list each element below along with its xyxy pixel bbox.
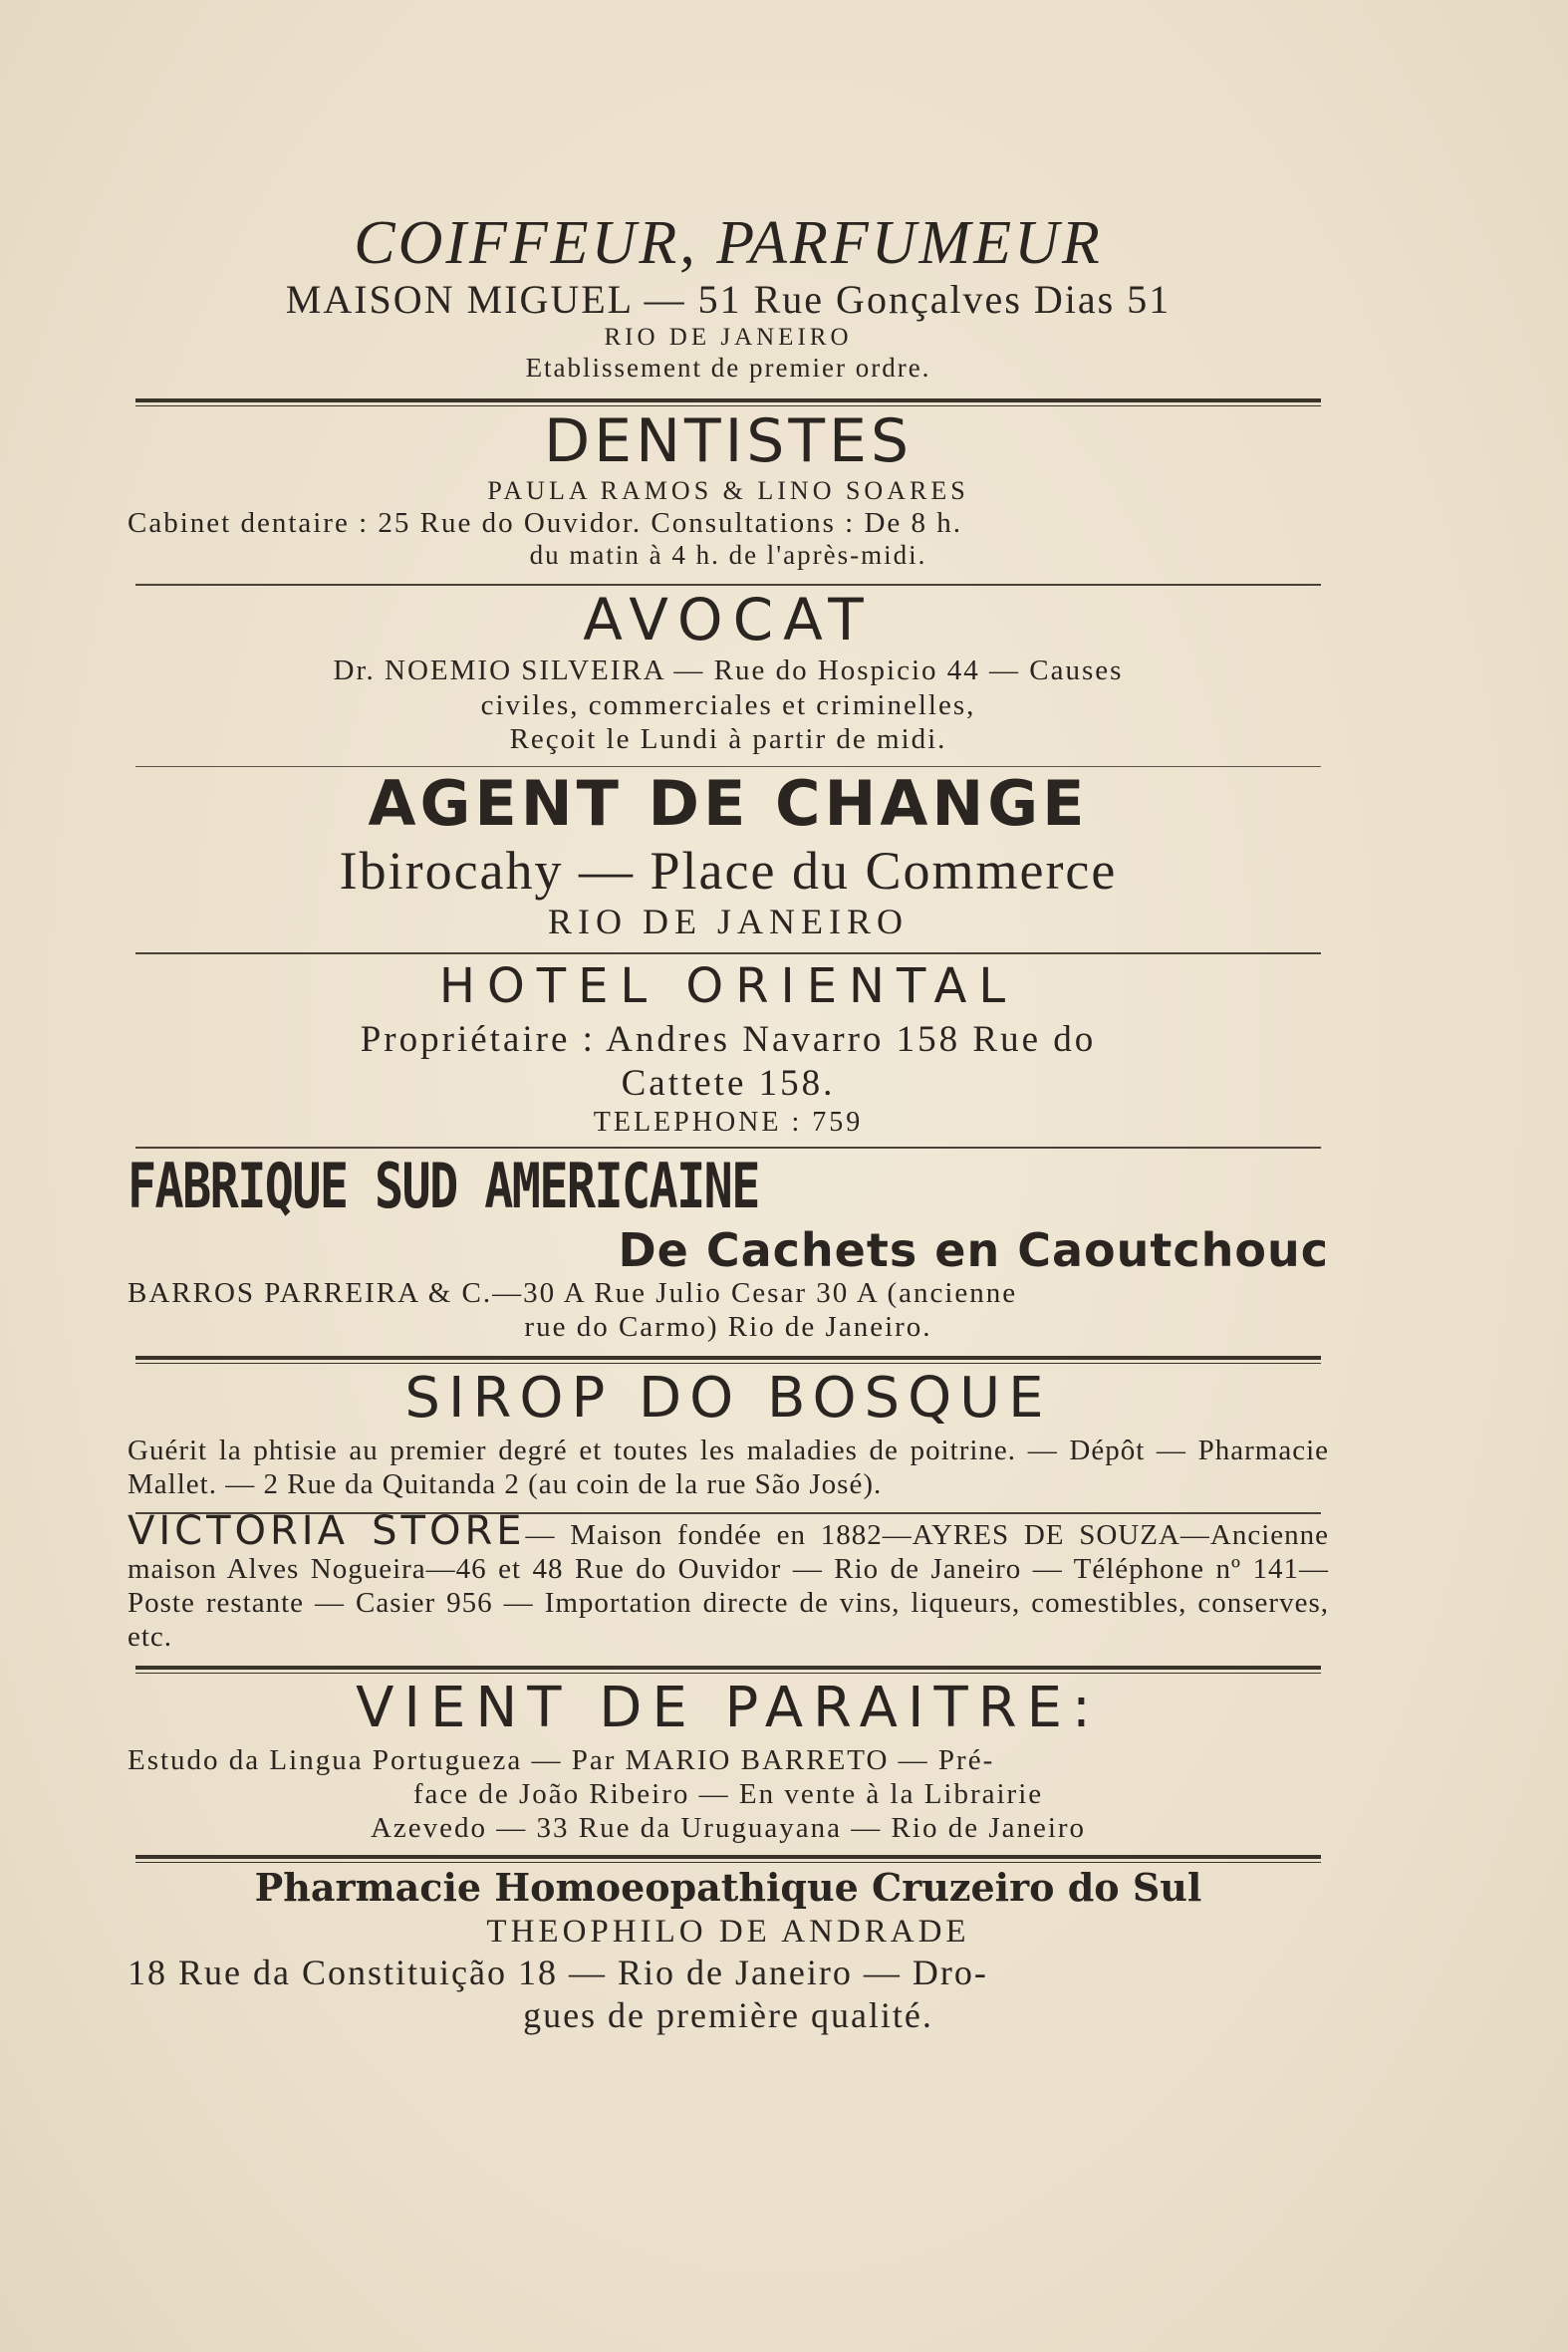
ad-avocat [128, 586, 1329, 756]
ad-coiffeur-city: RIO DE JANEIRO [604, 324, 853, 352]
ad-sirop [128, 1364, 1329, 1501]
ad-avocat-specialty: civiles, commerciales et criminelles, [480, 688, 976, 721]
ad-avocat-address: Dr. NOEMIO SILVEIRA — Rue do Hospicio 44 — Causes [333, 654, 1124, 687]
ad-coiffeur-address: MAISON MIGUEL — 51 Rue Gonçalves Dias 51 [285, 277, 1172, 322]
ad-victoria-title: VICTORIA STORE [128, 1507, 526, 1554]
ad-dentistes [128, 406, 1329, 573]
ad-dentistes-cabinet: Cabinet dentaire : 25 Rue do Ouvidor. Consultations : De 8 h. [128, 507, 963, 540]
ad-sirop-title: SIROP DO BOSQUE [404, 1366, 1052, 1432]
divider [135, 1855, 1321, 1863]
ad-dentistes-hours: du matin à 4 h. de l'après-midi. [529, 540, 927, 571]
ad-fabrique-city: rue do Carmo) Rio de Janeiro. [524, 1310, 932, 1343]
ad-vient-de-paraitre [128, 1674, 1329, 1846]
ad-pharmacie-quality: gues de première qualité. [523, 1994, 933, 2035]
ad-fabrique-title: FABRIQUE SUD AMERICAINE [128, 1149, 759, 1222]
ad-agent-city: RIO DE JANEIRO [548, 901, 909, 941]
divider [135, 1356, 1321, 1364]
ad-hotel-telephone: TELEPHONE : 759 [593, 1106, 864, 1138]
ad-avocat-hours: Reçoit le Lundi à partir de midi. [509, 722, 947, 755]
ad-dentistes-title: DENTISTES [543, 405, 914, 476]
ad-hotel-address: Cattete 158. [621, 1063, 836, 1105]
ad-vient-line3: Azevedo — 33 Rue da Uruguayana — Rio de Janeiro [370, 1812, 1087, 1845]
ad-hotel-oriental [128, 954, 1329, 1138]
ad-victoria-store [128, 1507, 1329, 1654]
ad-fabrique-subtitle: De Cachets en Caoutchouc [618, 1222, 1329, 1277]
ad-agent-title: AGENT DE CHANGE [368, 766, 1089, 840]
ad-dentistes-names: PAULA RAMOS & LINO SOARES [487, 475, 969, 505]
ad-pharmacie-owner: THEOPHILO DE ANDRADE [486, 1914, 970, 1951]
divider [135, 398, 1321, 406]
ad-vient-title: VIENT DE PARAITRE: [356, 1675, 1101, 1740]
ad-vient-line2: face de João Ribeiro — En vente à la Librairie [412, 1777, 1044, 1810]
advertisement-column [128, 204, 1329, 2036]
ad-coiffeur-title: COIFFEUR, PARFUMEUR [354, 209, 1103, 277]
ad-agent-de-change [128, 767, 1329, 942]
ad-pharmacie [128, 1863, 1329, 2036]
ad-hotel-proprietor: Propriétaire : Andres Navarro 158 Rue do [360, 1019, 1097, 1061]
ad-pharmacie-address: 18 Rue da Constituição 18 — Rio de Janeiro — Dro- [128, 1953, 988, 1993]
ad-vient-line1: Estudo da Lingua Portugueza — Par MARIO BARRETO — Pré- [128, 1743, 995, 1776]
ad-hotel-title: HOTEL ORIENTAL [438, 958, 1018, 1015]
divider [135, 1666, 1321, 1674]
ad-pharmacie-title: Pharmacie Homoeopathique Cruzeiro do Sul [254, 1865, 1202, 1911]
ad-fabrique [128, 1149, 1329, 1344]
ad-coiffeur [128, 210, 1329, 385]
ad-victoria-body: — Maison fondée en 1882—AYRES DE SOUZA—Ancienne maison Alves Nogueira—46 et 48 Rue do Ouvidor — Rio de Janeiro — Téléphone nº 141—Poste restante — Casier 956 — Importation directe de vins, liqueurs, comestibles, conserves, etc. [128, 1518, 1329, 1653]
ad-avocat-title: AVOCAT [583, 586, 874, 654]
ad-agent-name: Ibirocahy — Place du Commerce [339, 840, 1118, 901]
ad-coiffeur-tagline: Etablissement de premier ordre. [525, 352, 931, 383]
ad-victoria-text [128, 1507, 1329, 1654]
ad-sirop-body: Guérit la phtisie au premier degré et toutes les maladies de poitrine. — Dépôt — Pharmacie Mallet. — 2 Rue da Quitanda 2 (au coin de la rue São José). [128, 1435, 1329, 1501]
ad-fabrique-address: BARROS PARREIRA & C.—30 A Rue Julio Cesar 30 A (ancienne [128, 1276, 1018, 1309]
